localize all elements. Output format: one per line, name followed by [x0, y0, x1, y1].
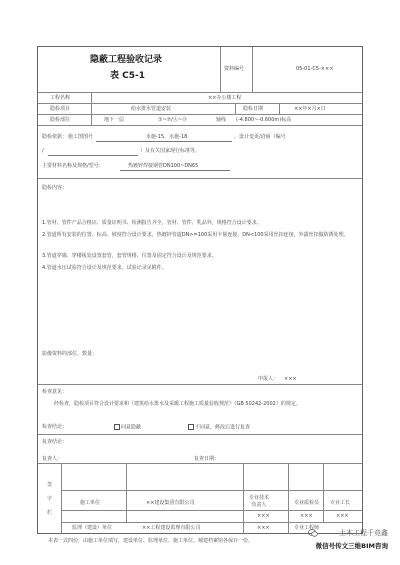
material-label: 主要材料名称及规格/型号： [42, 163, 104, 169]
form-header [38, 47, 362, 93]
contractor-value: ××建设集团有限公司 [146, 500, 195, 506]
drawing-label: 施工图图号 [68, 134, 94, 140]
opinion-label: 检查意见： [42, 389, 68, 395]
option-agree[interactable]: 同意隐蔽 [114, 424, 141, 432]
reporter-label: 申报人： [258, 376, 279, 382]
agree-checkbox[interactable] [114, 424, 120, 430]
engineer-value: ××× [257, 525, 270, 531]
contractor-label: 施工单位 [80, 500, 101, 506]
form-code: 表 C5-1 [110, 71, 145, 81]
signature-side-2: 字 [47, 496, 53, 502]
recheck-label: 复查结论： [42, 439, 68, 445]
opinion-text: 经检查，隐检项目符合设计要求和《建筑给水排水及采暖工程施工质量验收规范》（GB 50242-2002）的规定。 [54, 401, 301, 407]
tech-lead-value: ××× [257, 513, 270, 519]
inspection-item-value: 给水排水管道安装 [131, 106, 172, 112]
tech-lead-label: 专业技术 负责人 [249, 495, 270, 508]
content-label: 隐检内容： [42, 185, 68, 191]
project-name-row [38, 93, 362, 104]
foreman-value: ××× [336, 513, 349, 519]
basis-label: 隐检依据： [42, 134, 68, 140]
location-floor: 地下一层 [104, 117, 125, 123]
attachment-label: 影像资料的部位、数量： [42, 351, 98, 357]
content-item-2: 2.管道所有安装的位置、标高、坡度符合设计要求，热镀锌管道DN>=100采用卡箍连接，DN<100采用丝扣连接，外露丝扣做防锈处理。 [42, 232, 349, 238]
project-name-label: 工程名称 [50, 95, 71, 101]
content-item-4: 4.管道水压试验符合设计及规范要求，试验记录见附件。 [42, 265, 167, 271]
inspection-date-label: 隐检日期 [243, 106, 264, 112]
inspection-item-label: 隐检项目 [50, 106, 71, 112]
inspection-date-value: ××年×月×日 [294, 106, 326, 112]
elevation-value: (-4.800~-0.600m)标高 [236, 117, 292, 123]
option-disagree[interactable]: 不同意，修改后进行复查 [188, 424, 250, 432]
supervisor-value: ××工程建设监理有限公司 [142, 525, 201, 531]
recheck-date-label: 复查日期： [194, 456, 220, 462]
conclusion-label: 检查结论： [42, 424, 68, 430]
inspection-item-row [38, 104, 362, 115]
drawing-value: 水施-15、水施-18 [146, 134, 188, 140]
supervisor-label: 监理（建设）单位 [72, 525, 113, 531]
location-axes: ①~⑦/Ⓐ~Ⓓ [158, 117, 188, 123]
engineer-label: 专业工程师 [294, 525, 320, 531]
change-label: ，设计变更/洽商（编号 [234, 134, 286, 140]
watermark [316, 528, 388, 550]
project-name-value: ××办公楼工程 [208, 95, 242, 101]
form-title: 隐蔽工程验收记录 [90, 55, 163, 65]
reporter-value: ××× [284, 376, 297, 382]
recheck-section [38, 435, 362, 464]
qc-label: 专业质检员 [294, 500, 320, 506]
foreman-label: 专业工长 [330, 500, 351, 506]
disagree-checkbox[interactable] [188, 424, 194, 430]
signature-side-3: 栏 [47, 510, 53, 516]
inspection-opinion-section [38, 385, 362, 435]
watermark-line2: 微信号传文三维BIM咨询 [315, 542, 388, 550]
content-item-1: 1.管材、管件产品合格证、质量证明书、检测报告齐全，管材、管件、乳品外，规格符合设计要求。 [42, 220, 262, 226]
inspection-location-row [38, 115, 362, 126]
footer-note: 本表一式四份，由施工单位填写，建设单位、监理单位、施工单位、城建档案馆各保存一份。 [48, 538, 254, 544]
data-no-value: 05-01-C5-××× [296, 66, 334, 72]
inspection-content-section [38, 179, 362, 385]
watermark-line1: 土木工程千竞鑫 [339, 529, 388, 537]
qc-value: ××× [300, 513, 313, 519]
data-no-label: 资料编号 [224, 66, 245, 72]
content-item-3: 3.管道穿墙、穿楼板处设置套管，套管规格、位置及固定符合设计及规范要求。 [42, 253, 217, 259]
inspection-record-form [37, 46, 363, 534]
reviewer-label: 复查人： [42, 456, 63, 462]
inspection-location-label: 隐检部位 [50, 117, 71, 123]
signature-section [38, 464, 362, 534]
signature-side-1: 签 [47, 482, 53, 488]
elevation-label: 轴线 [216, 117, 227, 123]
material-value: 热镀锌焊接钢管DN100~DN65 [128, 163, 199, 169]
inspection-basis-section: 隐检依据： 施工图图号 水施-15、水施-18 ，设计变更/洽商（编号 / ）及有关国家现行标准等。 主要材料名称及规格/型号： 热镀锌焊接钢管DN100~DN65 [38, 126, 362, 179]
change-close: ）及有关国家现行标准等。 [140, 148, 201, 154]
